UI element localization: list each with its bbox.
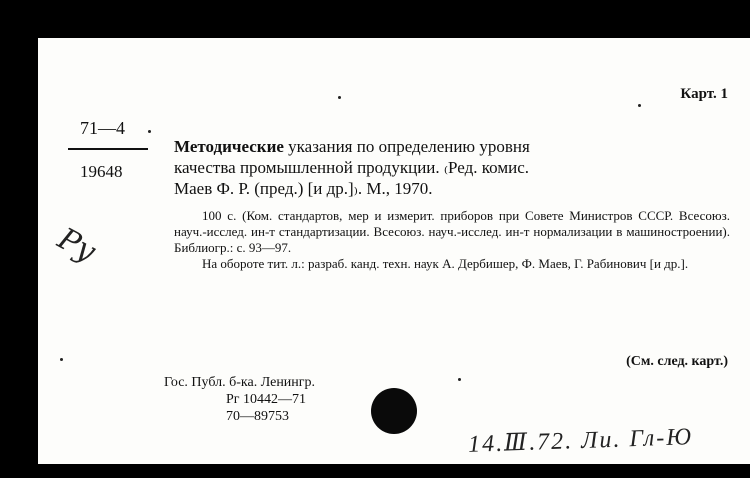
description <box>174 208 730 272</box>
description-paragraph: 100 с. (Ком. стандартов, мер и измерит. приборов при Совете Министров СССР. Всесоюз. науч.-исслед. ин-т стандартизации. Всесоюз. науч.-исслед. ин-т нормализации в машиностроении). Библиогр.: с. 93—97. <box>174 208 730 255</box>
speck <box>638 104 641 107</box>
title-text: указания по определению уровня <box>283 137 530 156</box>
handwritten-margin-mark: Ру <box>51 221 102 270</box>
handwritten-note: 14.Ⅲ.72. Ли. Гл-Ю <box>467 424 694 458</box>
speck <box>60 358 63 361</box>
title-text: качества промышленной продукции. ₍Ред. комис. <box>174 158 529 177</box>
speck <box>458 378 461 381</box>
catalog-card <box>38 38 750 464</box>
card-number: Карт. 1 <box>680 86 728 102</box>
description-paragraph: На обороте тит. л.: разраб. канд. техн. наук А. Дербишер, Ф. Маев, Г. Рабинович [и др.]. <box>202 256 689 271</box>
library-number: 70—89753 <box>226 409 289 424</box>
divider <box>68 148 148 150</box>
library-name: Гос. Публ. б-ка. Ленингр. <box>164 375 316 390</box>
shelf-mark: 71—4 <box>80 118 125 138</box>
see-next-card: (См. след. карт.) <box>626 354 728 369</box>
speck <box>338 96 341 99</box>
title-block <box>174 136 730 199</box>
title-line <box>174 157 730 178</box>
title-bold: Методические <box>174 137 284 156</box>
ink-stamp <box>371 388 417 434</box>
library-code: Рг 10442—71 <box>226 392 307 407</box>
title-line <box>174 136 730 157</box>
library-info <box>164 374 315 425</box>
speck <box>148 130 151 133</box>
title-line <box>174 178 730 199</box>
accession-number: 19648 <box>80 162 123 181</box>
title-text: Маев Ф. Р. (пред.) [и др.]₎. М., 1970. <box>174 179 433 198</box>
